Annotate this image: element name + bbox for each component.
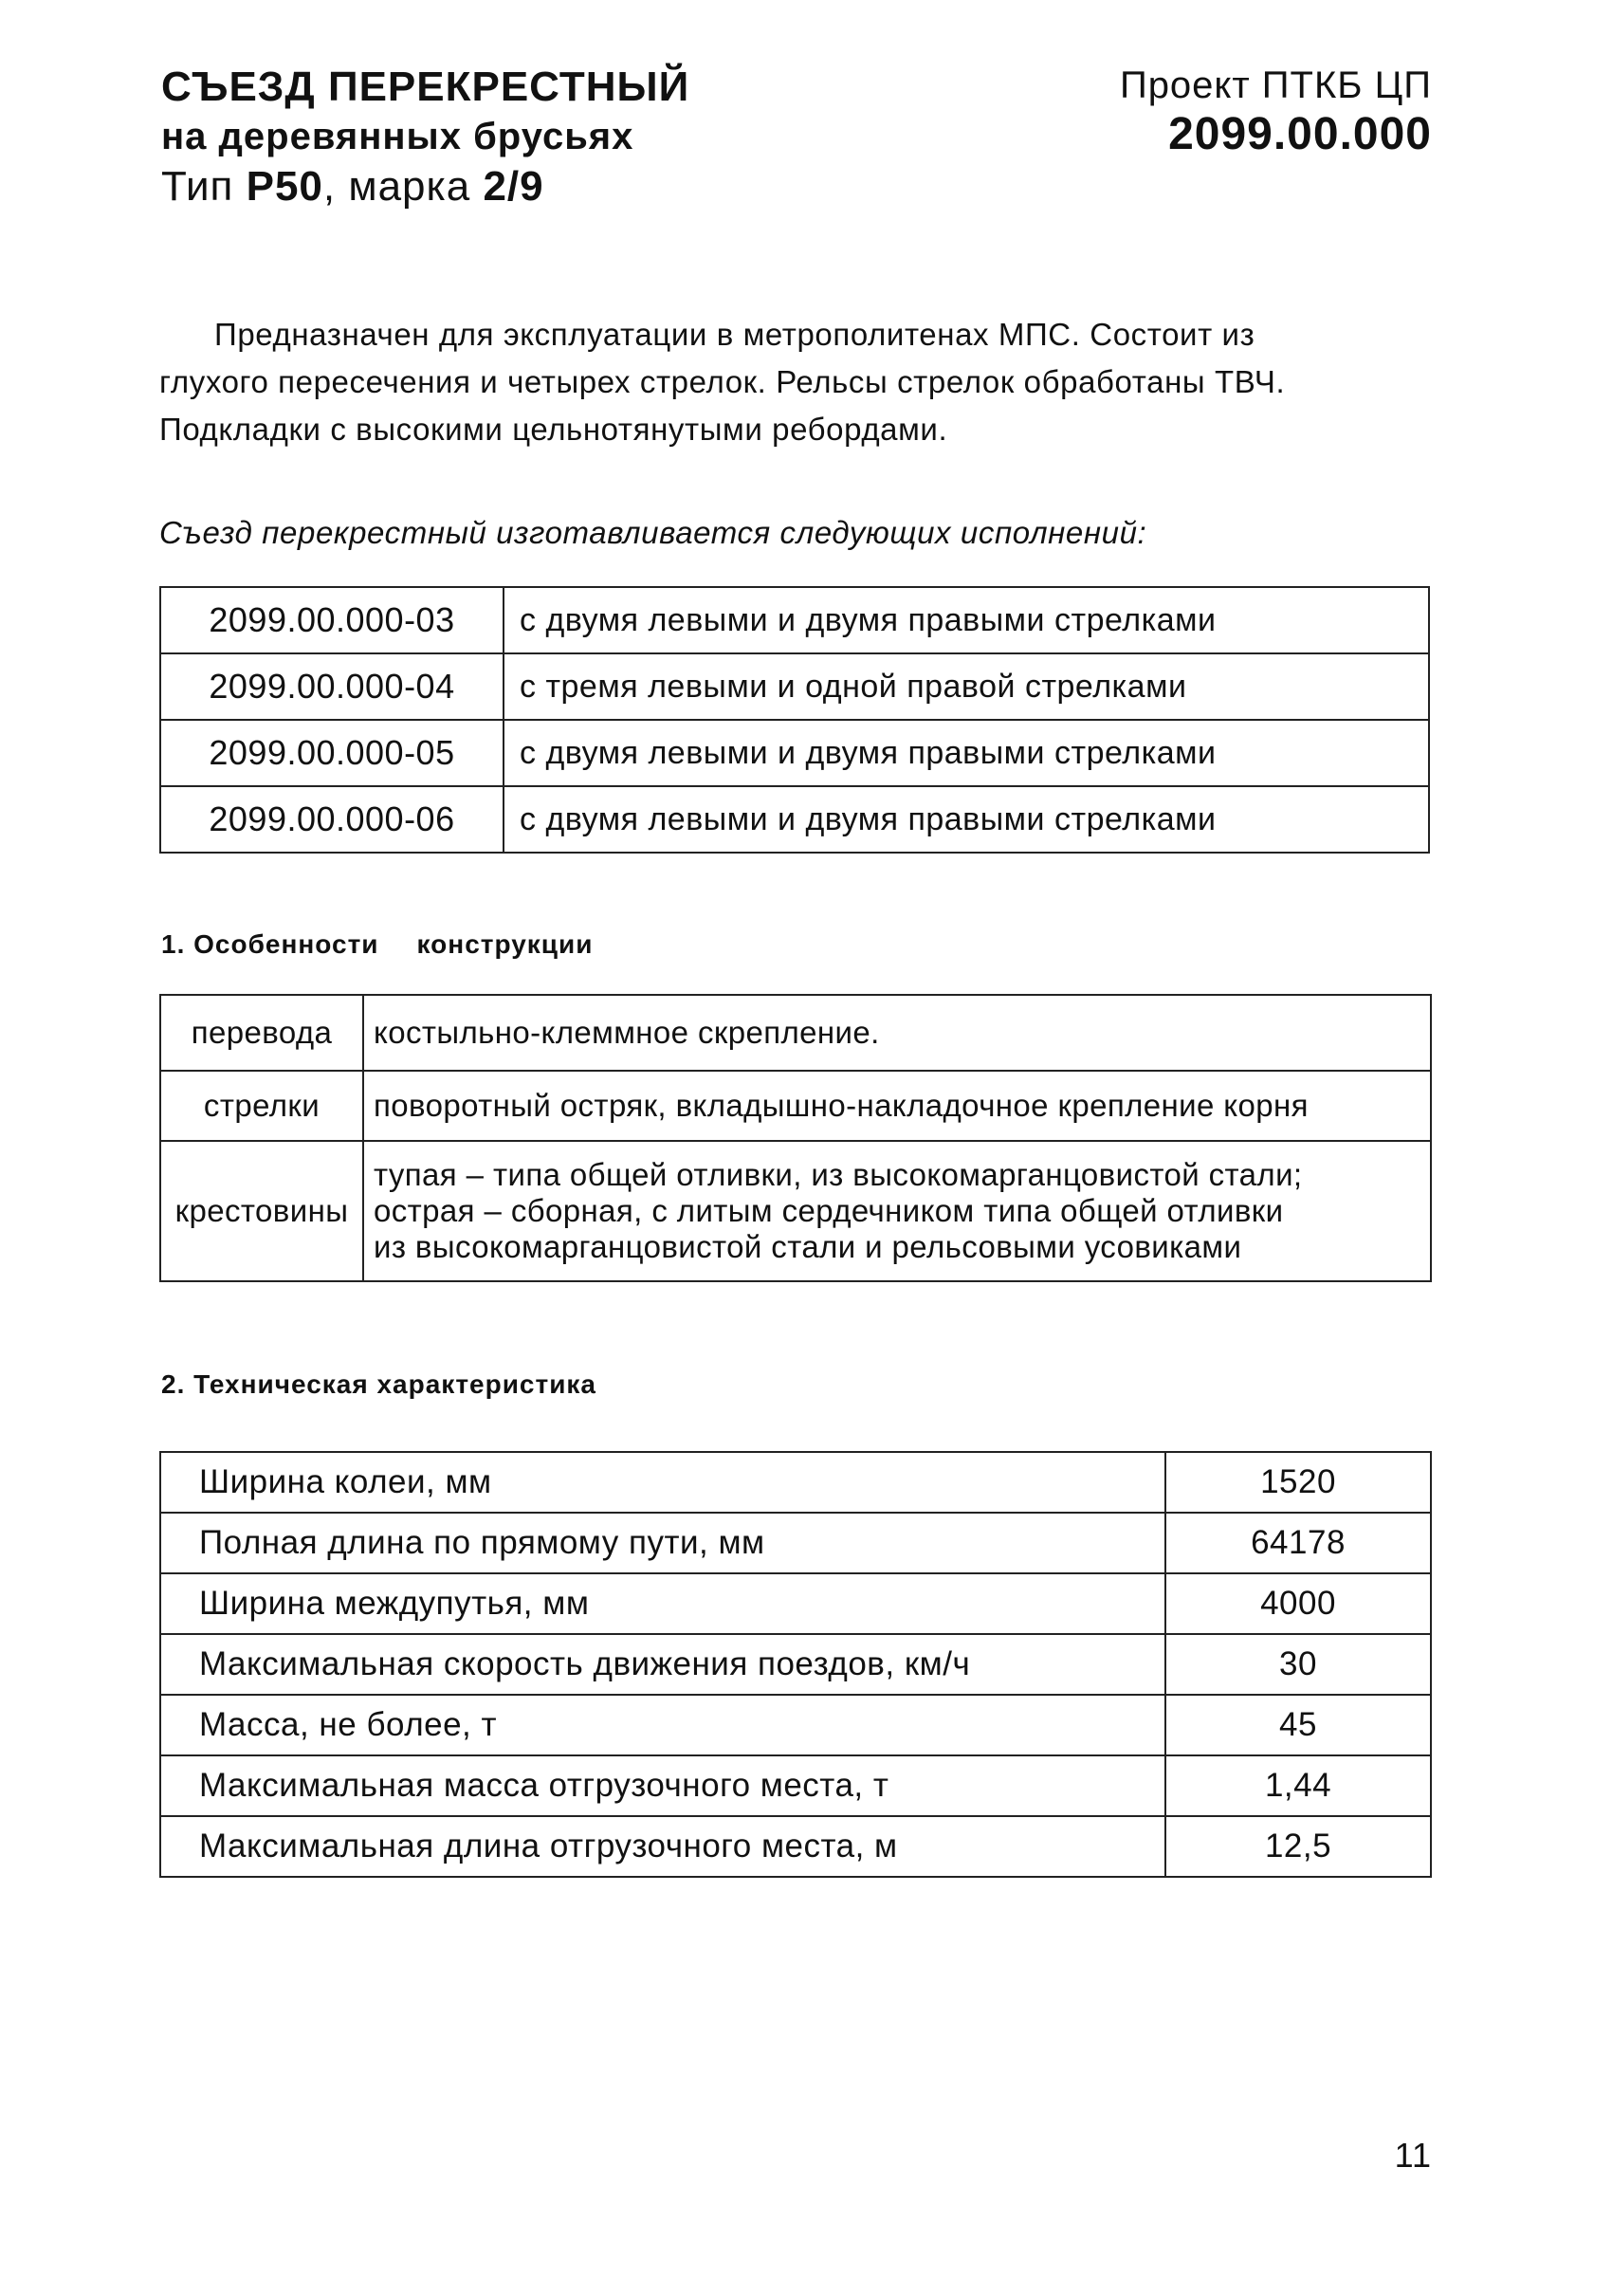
specs-table [159, 1451, 1432, 1878]
spec-name: Ширина колеи, мм [160, 1452, 1165, 1513]
spec-name: Полная длина по прямому пути, мм [160, 1513, 1165, 1573]
section-title: Техническая характеристика [193, 1369, 597, 1399]
table-row [160, 1816, 1431, 1877]
table-row [160, 720, 1429, 786]
feature-label: перевода [160, 995, 363, 1071]
intro-line: Подкладки с высокими цельнотянутыми ребордами. [159, 412, 948, 447]
variant-description: с двумя левыми и двумя правыми стрелками [504, 587, 1429, 653]
section-title-word: Особенности [193, 929, 379, 959]
spec-value: 12,5 [1165, 1816, 1431, 1877]
feature-line: тупая – типа общей отливки, из высокомарганцовистой стали; [374, 1157, 1303, 1192]
spec-value: 64178 [1165, 1513, 1431, 1573]
section-2-heading [161, 1369, 596, 1400]
feature-value [363, 1071, 1431, 1141]
feature-value [363, 995, 1431, 1071]
feature-label: крестовины [160, 1141, 363, 1281]
project-block [1120, 63, 1432, 161]
feature-line: из высокомарганцовистой стали и рельсовыми усовиками [374, 1229, 1242, 1264]
table-row [160, 1452, 1431, 1513]
type-mark-line [161, 161, 939, 212]
table-row [160, 1573, 1431, 1634]
table-row [160, 1513, 1431, 1573]
section-number: 2. [161, 1369, 186, 1399]
project-code: 2099.00.000 [1168, 109, 1432, 159]
type-label: Тип [161, 163, 234, 210]
table-row [160, 995, 1431, 1071]
feature-line: острая – сборная, с литым сердечником типа общей отливки [374, 1193, 1284, 1228]
feature-label: стрелки [160, 1071, 363, 1141]
features-table [159, 994, 1432, 1282]
project-label: Проект ПТКБ ЦП [1119, 64, 1432, 106]
document-title-block [161, 63, 939, 212]
document-title: СЪЕЗД ПЕРЕКРЕСТНЫЙ [161, 64, 690, 110]
section-title-word: конструкции [416, 929, 594, 959]
page-number: 11 [1394, 2136, 1432, 2175]
table-row [160, 1141, 1431, 1281]
table-row [160, 786, 1429, 853]
spec-value: 30 [1165, 1634, 1431, 1695]
table-row [160, 1071, 1431, 1141]
spec-name: Ширина междупутья, мм [160, 1573, 1165, 1634]
type-value: Р50 [246, 163, 323, 210]
spec-value: 45 [1165, 1695, 1431, 1755]
variants-caption: Съезд перекрестный изготавливается следующих исполнений: [159, 515, 1147, 550]
spec-value: 1,44 [1165, 1755, 1431, 1816]
feature-line: поворотный остряк, вкладышно-накладочное крепление корня [374, 1088, 1309, 1123]
spec-name: Максимальная масса отгрузочного места, т [160, 1755, 1165, 1816]
variant-description: с двумя левыми и двумя правыми стрелками [504, 720, 1429, 786]
spec-name: Масса, не более, т [160, 1695, 1165, 1755]
document-subtitle: на деревянных брусьях [161, 116, 634, 157]
variants-table [159, 586, 1430, 854]
section-1-heading [161, 929, 593, 960]
table-row [160, 653, 1429, 720]
feature-value [363, 1141, 1431, 1281]
spec-value: 4000 [1165, 1573, 1431, 1634]
feature-line: костыльно-клеммное скрепление. [374, 1015, 880, 1050]
section-number: 1. [161, 929, 186, 959]
mark-label: , марка [322, 163, 471, 210]
variant-code: 2099.00.000-06 [160, 786, 504, 853]
table-row [160, 1755, 1431, 1816]
table-row [160, 1695, 1431, 1755]
intro-paragraph [159, 311, 1430, 453]
table-row [160, 1634, 1431, 1695]
spec-name: Максимальная длина отгрузочного места, м [160, 1816, 1165, 1877]
variant-code: 2099.00.000-05 [160, 720, 504, 786]
variant-description: с двумя левыми и двумя правыми стрелками [504, 786, 1429, 853]
variant-code: 2099.00.000-03 [160, 587, 504, 653]
variant-code: 2099.00.000-04 [160, 653, 504, 720]
intro-line: Предназначен для эксплуатации в метрополитенах МПС. Состоит из [214, 317, 1255, 352]
mark-value: 2/9 [483, 163, 544, 210]
variant-description: с тремя левыми и одной правой стрелками [504, 653, 1429, 720]
spec-name: Максимальная скорость движения поездов, км/ч [160, 1634, 1165, 1695]
intro-line: глухого пересечения и четырех стрелок. Рельсы стрелок обработаны ТВЧ. [159, 364, 1286, 399]
spec-value: 1520 [1165, 1452, 1431, 1513]
table-row [160, 587, 1429, 653]
